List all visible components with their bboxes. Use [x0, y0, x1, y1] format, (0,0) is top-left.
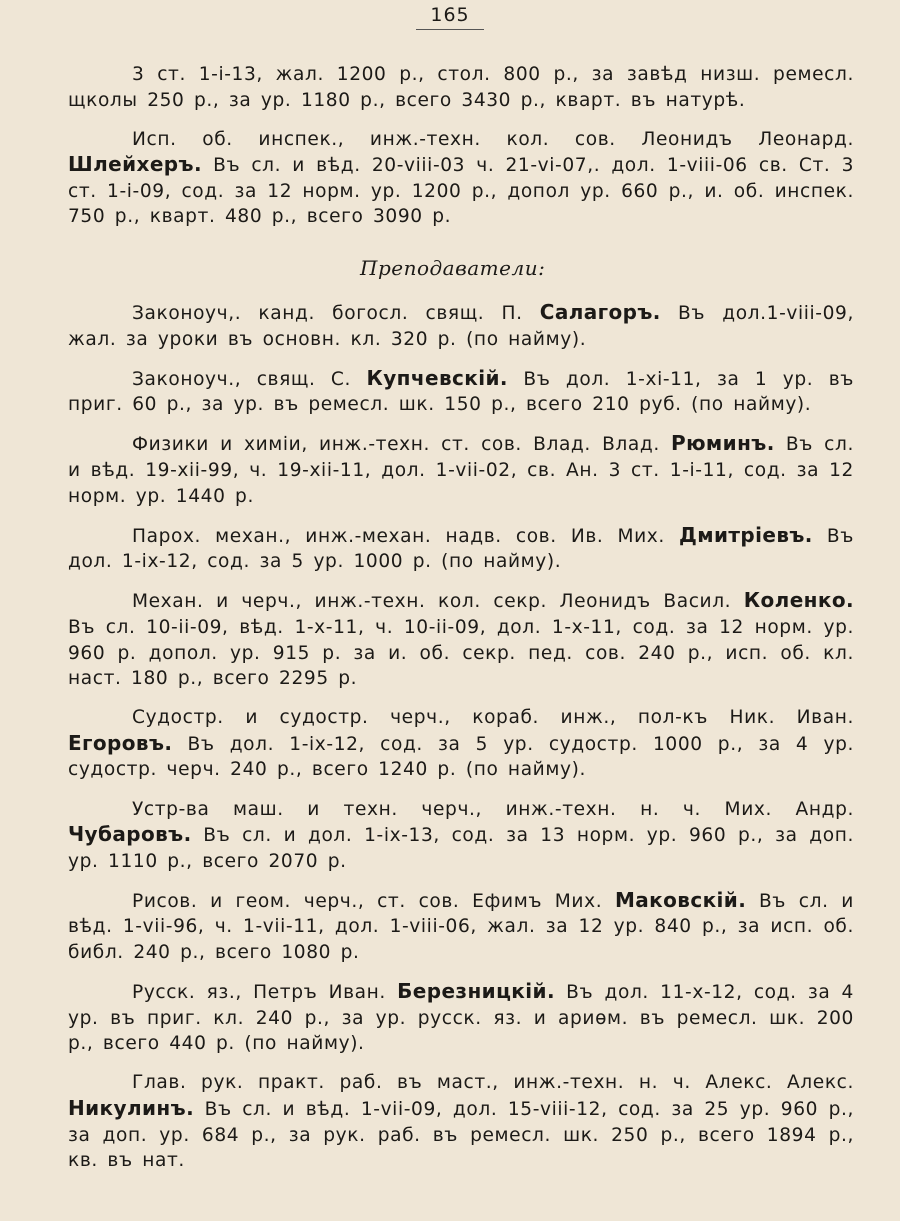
- entry-text: Въ дол. 11-x-12, сод. за 4 ур. въ приг. кл. 240 р., за ур. русск. яз. и ариѳм. въ ремесл. шк. 200 р., всего 440 р. (по найму).: [68, 982, 854, 1055]
- entry-surname: Коленко.: [743, 588, 854, 613]
- entry-paragraph: [68, 127, 854, 230]
- entry-surname: Никулинъ.: [68, 1096, 195, 1120]
- entry-text: Рисов. и геом. черч., ст. сов. Ефимъ Мих.: [132, 890, 615, 912]
- page-body: [68, 62, 854, 1187]
- entry-surname: Рюминъ.: [671, 431, 775, 456]
- entry-paragraph: [68, 588, 854, 691]
- entry-surname: Маковскій.: [614, 887, 747, 912]
- entry-surname: Березницкій.: [397, 979, 555, 1004]
- page-header: [0, 4, 900, 30]
- entry-paragraph: [68, 523, 854, 575]
- entry-text: Физики и химіи, инж.-техн. ст. сов. Влад. Влад.: [132, 434, 672, 456]
- entry-text: Въ сл. и вѣд. 1-vii-96, ч. 1-vii-11, дол. 1-viii-06, жал. за 12 ур. 840 р., за исп. об. библ. 240 р., всего 1080 р.: [68, 890, 854, 964]
- entry-surname: Дмитріевъ.: [679, 522, 813, 547]
- entry-paragraph: [68, 62, 854, 113]
- entry-text: 3 ст. 1-i-13, жал. 1200 р., стол. 800 р., за завѣд низш. ремесл. щколы 250 р., за ур. 1180 р., всего 3430 р., кварт. въ натурѣ.: [68, 64, 854, 111]
- entry-text: Судостр. и судостр. черч., кораб. инж., пол-къ Ник. Иван.: [132, 707, 854, 729]
- entry-text: Въ сл. 10-ii-09, вѣд. 1-x-11, ч. 10-ii-09, дол. 1-x-11, сод. за 12 норм. ур. 960 р. допол. ур. 915 р. за и. об. секр. пед. сов. 240 р., исп. об. кл. наст. 180 р., всего 2295 р.: [68, 617, 854, 690]
- entry-text: Въ дол. 1-ix-12, сод. за 5 ур. судостр. 1000 р., за 4 ур. судостр. черч. 240 р., всего 1240 р. (по найму).: [68, 733, 854, 781]
- entry-surname: Егоровъ.: [68, 730, 173, 755]
- entry-paragraph: [68, 1070, 854, 1173]
- entry-text: Въ сл. и вѣд. 1-vii-09, дол. 15-viii-12, сод. за 25 ур. 960 р., за доп. ур. 684 р., за рук. раб. въ ремесл. шк. 250 р., всего 1894 р., кв. въ нат.: [68, 1099, 854, 1172]
- entry-text: Русск. яз., Петръ Иван.: [132, 982, 398, 1004]
- entry-text: Въ сл. и дол. 1-ix-13, сод. за 13 норм. ур. 960 р., за доп. ур. 1110 р., всего 2070 р.: [68, 825, 854, 872]
- entry-text: Въ дол.1-viii-09, жал. за уроки въ основн. кл. 320 р. (по найму).: [68, 303, 854, 350]
- entry-paragraph: [68, 888, 854, 966]
- entry-text: Устр-ва маш. и техн. черч., инж.-техн. н. ч. Мих. Андр.: [132, 798, 854, 820]
- entry-text: Законоуч., свящ. С.: [132, 368, 367, 390]
- entry-paragraph: [68, 979, 854, 1057]
- entry-text: Парох. механ., инж.-механ. надв. сов. Ив. Мих.: [132, 525, 680, 547]
- entry-paragraph: [68, 431, 854, 509]
- entry-text: Механ. и черч., инж.-техн. кол. секр. Леонидъ Васил.: [132, 591, 744, 613]
- entry-text: Въ сл. и вѣд. 19-xii-99, ч. 19-xii-11, дол. 1-vii-02, св. Ан. 3 ст. 1-i-11, сод. за 12 норм. ур. 1440 р.: [68, 434, 854, 507]
- entry-text: Исп. об. инспек., инж.-техн. кол. сов. Леонидъ Леонард.: [132, 128, 854, 150]
- entry-surname: Купчевскій.: [366, 365, 508, 390]
- entry-paragraph: [68, 366, 854, 418]
- entry-text: Въ дол. 1-ix-12, сод. за 5 ур. 1000 р. (по найму).: [68, 525, 854, 573]
- entry-text: Глав. рук. практ. раб. въ маст., инж.-техн. н. ч. Алекс. Алекс.: [132, 1072, 854, 1094]
- entry-text: Въ дол. 1-xi-11, за 1 ур. въ приг. 60 р., за ур. въ ремесл. шк. 150 р., всего 210 руб. (по найму).: [68, 368, 855, 416]
- entry-text: Въ сл. и вѣд. 20-viii-03 ч. 21-vi-07,. дол. 1-viii-06 св. Ст. 3 ст. 1-i-09, сод. за 12 норм. ур. 1200 р., допол ур. 660 р., и. об. инспек. 750 р., кварт. 480 р., всего 3090 р.: [68, 155, 854, 228]
- top-section: [68, 62, 854, 230]
- page-number: 165: [416, 4, 483, 30]
- section-heading: Преподаватели:: [360, 256, 546, 281]
- entry-surname: Салагоръ.: [539, 300, 661, 325]
- entry-paragraph: [68, 797, 854, 875]
- entry-text: Законоуч,. канд. богосл. свящ. П.: [132, 303, 540, 325]
- entry-surname: Чубаровъ.: [68, 822, 192, 847]
- entry-paragraph: [68, 705, 854, 783]
- teachers-list: [68, 300, 854, 1174]
- entry-paragraph: [68, 300, 854, 352]
- entry-surname: Шлейхеръ.: [68, 152, 202, 177]
